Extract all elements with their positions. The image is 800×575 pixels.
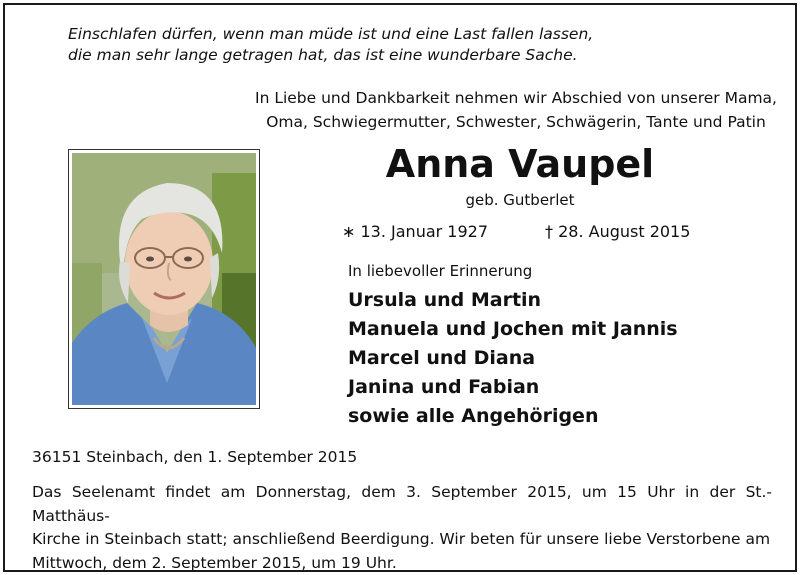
mourner-entry: Marcel und Diana [348, 347, 536, 369]
quote-line: Einschlafen dürfen, wenn man müde ist und eine Last fallen lassen, [68, 25, 594, 43]
mourner-entry: Janina und Fabian [348, 376, 540, 398]
intro-line: Oma, Schwiegermutter, Schwester, Schwägerin, Tante und Patin [266, 113, 766, 131]
quote-line: die man sehr lange getragen hat, das ist eine wunderbare Sache. [68, 46, 578, 64]
maiden-name: geb. Gutberlet [465, 191, 575, 209]
mourner-entry: Manuela und Jochen mit Jannis [348, 318, 678, 340]
service-announcement [32, 481, 772, 575]
death-date: † 28. August 2015 [545, 222, 691, 241]
service-line: Kirche in Steinbach statt; anschließend Beerdigung. Wir beten für unsere liebe Verstorbene am [32, 530, 771, 548]
birth-date: ∗ 13. Januar 1927 [342, 222, 489, 241]
mourner-entry: sowie alle Angehörigen [348, 405, 599, 427]
mourners-list [348, 286, 678, 431]
service-line: Mittwoch, dem 2. September 2015, um 19 Uhr. [32, 553, 397, 572]
farewell-intro [246, 86, 786, 134]
portrait-image [72, 153, 256, 405]
deceased-name: Anna Vaupel [385, 142, 655, 186]
service-line: Das Seelenamt findet am Donnerstag, dem 3. September 2015, um 15 Uhr in der St.-Matthäus- [32, 483, 772, 525]
memory-label: In liebevoller Erinnerung [348, 262, 533, 280]
memorial-quote [68, 24, 593, 66]
intro-line: In Liebe und Dankbarkeit nehmen wir Abschied von unserer Mama, [255, 89, 777, 107]
place-and-date: 36151 Steinbach, den 1. September 2015 [32, 448, 358, 466]
mourner-entry: Ursula und Martin [348, 289, 542, 311]
portrait-photo [68, 149, 260, 409]
